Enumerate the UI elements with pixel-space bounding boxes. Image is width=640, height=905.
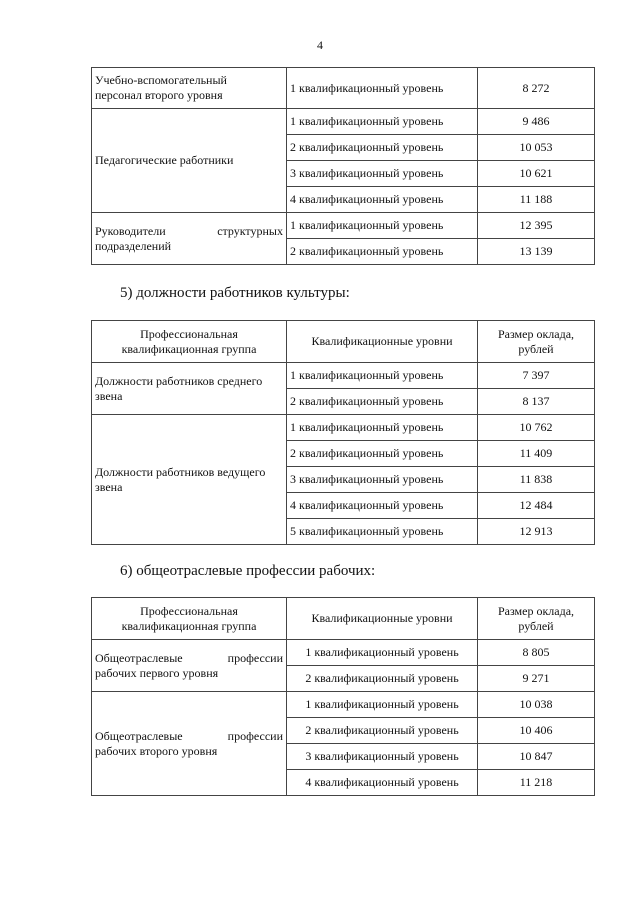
level-cell: 1 квалификационный уровень (287, 692, 478, 718)
group-name-line: Должности работников ведущего (95, 464, 266, 479)
table-header-row (92, 598, 595, 640)
column-header-levels: Квалификационные уровни (287, 598, 478, 640)
table-header-row (92, 321, 595, 363)
section-heading-workers: 6) общеотраслевые профессии рабочих: (120, 563, 376, 579)
group-name-line: звена (95, 479, 123, 494)
group-name-line: Общеотраслевые профессии (95, 650, 283, 665)
group-name-cell (92, 415, 287, 545)
group-name-line: рабочих первого уровня (95, 665, 219, 680)
level-cell: 4 квалификационный уровень (287, 770, 478, 796)
table-row (92, 692, 595, 718)
group-name-line: Должности работников среднего (95, 373, 263, 388)
section-heading-culture: 5) должности работников культуры: (120, 285, 350, 301)
header-line: рублей (518, 618, 554, 633)
salary-cell: 11 838 (478, 467, 595, 493)
group-name-line: рабочих второго уровня (95, 743, 218, 758)
table-education-staff (91, 67, 595, 265)
header-line: Профессиональная (140, 603, 238, 618)
level-cell: 2 квалификационный уровень (287, 389, 478, 415)
level-cell: 2 квалификационный уровень (287, 135, 478, 161)
group-name-line: Руководители структурных (95, 223, 283, 238)
table-row (92, 68, 595, 109)
group-name-line: персонал второго уровня (95, 88, 223, 102)
header-line: квалификационная группа (121, 341, 257, 356)
level-cell: 1 квалификационный уровень (287, 213, 478, 239)
group-name-cell (92, 109, 287, 213)
group-name-line: звена (95, 388, 123, 403)
level-cell: 5 квалификационный уровень (287, 519, 478, 545)
table-culture-workers (91, 320, 595, 545)
group-name-line: подразделений (95, 238, 172, 253)
salary-cell: 8 272 (478, 68, 595, 109)
salary-cell: 8 137 (478, 389, 595, 415)
column-header-group (92, 321, 287, 363)
table-row (92, 109, 595, 135)
header-line: квалификационная группа (121, 618, 257, 633)
level-cell: 2 квалификационный уровень (287, 666, 478, 692)
table-row (92, 415, 595, 441)
salary-cell: 9 271 (478, 666, 595, 692)
level-cell: 1 квалификационный уровень (287, 640, 478, 666)
level-cell: 4 квалификационный уровень (287, 493, 478, 519)
column-header-salary (478, 321, 595, 363)
level-cell: 1 квалификационный уровень (287, 68, 478, 109)
salary-cell: 11 188 (478, 187, 595, 213)
salary-cell: 13 139 (478, 239, 595, 265)
group-name-line: Педагогические работники (95, 153, 234, 167)
level-cell: 1 квалификационный уровень (287, 109, 478, 135)
level-cell: 4 квалификационный уровень (287, 187, 478, 213)
table-row (92, 363, 595, 389)
header-line: рублей (518, 341, 554, 356)
salary-cell: 10 762 (478, 415, 595, 441)
salary-cell: 10 053 (478, 135, 595, 161)
column-header-group (92, 598, 287, 640)
salary-cell: 10 038 (478, 692, 595, 718)
level-cell: 3 квалификационный уровень (287, 744, 478, 770)
group-name-cell (92, 213, 287, 265)
salary-cell: 12 484 (478, 493, 595, 519)
column-header-levels: Квалификационные уровни (287, 321, 478, 363)
salary-cell: 11 218 (478, 770, 595, 796)
header-line: Размер оклада, (497, 603, 575, 618)
level-cell: 2 квалификационный уровень (287, 441, 478, 467)
salary-cell: 10 406 (478, 718, 595, 744)
page-number: 4 (317, 38, 323, 52)
group-name-line: Общеотраслевые профессии (95, 728, 283, 743)
header-line: Размер оклада, (497, 326, 575, 341)
group-name-cell (92, 363, 287, 415)
group-name-cell (92, 68, 287, 109)
column-header-salary (478, 598, 595, 640)
level-cell: 3 квалификационный уровень (287, 467, 478, 493)
table-general-workers (91, 597, 595, 796)
level-cell: 1 квалификационный уровень (287, 363, 478, 389)
group-name-line: Учебно-вспомогательный (95, 73, 227, 87)
salary-cell: 10 847 (478, 744, 595, 770)
level-cell: 2 квалификационный уровень (287, 718, 478, 744)
level-cell: 3 квалификационный уровень (287, 161, 478, 187)
group-name-cell (92, 640, 287, 692)
salary-cell: 11 409 (478, 441, 595, 467)
salary-cell: 12 913 (478, 519, 595, 545)
header-line: Профессиональная (140, 326, 238, 341)
level-cell: 1 квалификационный уровень (287, 415, 478, 441)
salary-cell: 12 395 (478, 213, 595, 239)
salary-cell: 9 486 (478, 109, 595, 135)
salary-cell: 8 805 (478, 640, 595, 666)
level-cell: 2 квалификационный уровень (287, 239, 478, 265)
table-row (92, 213, 595, 239)
group-name-cell (92, 692, 287, 796)
table-row (92, 640, 595, 666)
salary-cell: 7 397 (478, 363, 595, 389)
salary-cell: 10 621 (478, 161, 595, 187)
